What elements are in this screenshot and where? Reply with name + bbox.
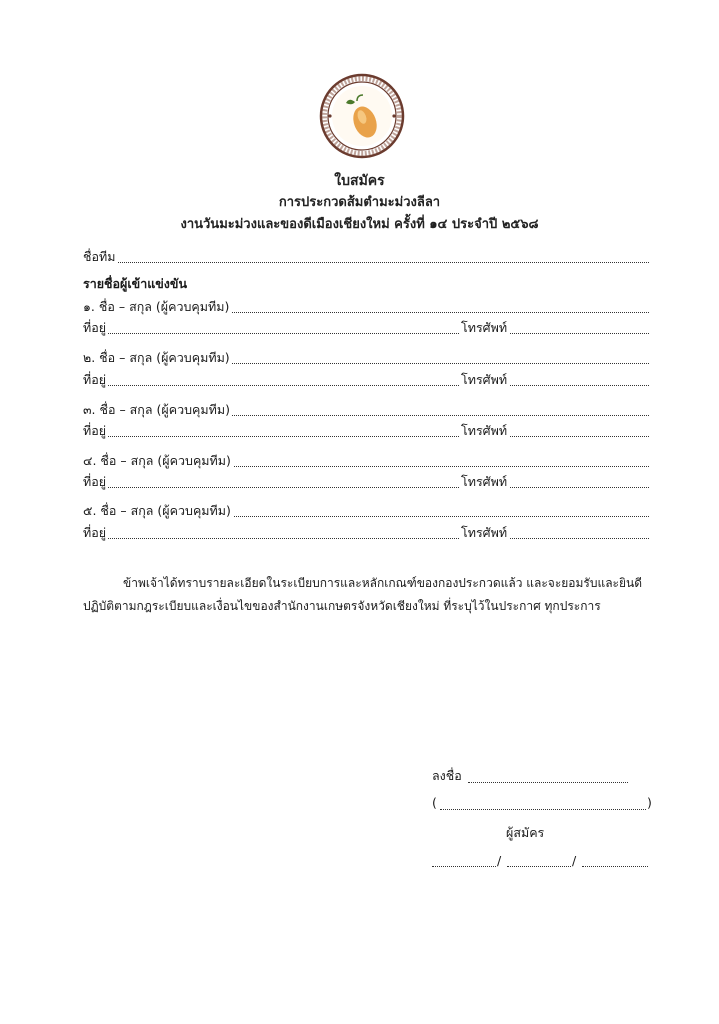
dotted-line [223,312,649,313]
dotted-line [107,487,649,488]
printed-name-line[interactable] [440,809,646,810]
signature-line[interactable] [468,782,628,783]
participant-5-name-field[interactable] [83,501,649,521]
event-logo [319,73,405,159]
participant-2-address-label: ที่อยู่ [83,370,108,390]
participant-1-name-field[interactable] [83,297,649,317]
team-name-label: ชื่อทีม [83,247,117,267]
applicant-role-label: ผู้สมัคร [506,825,545,840]
form-title: ใบสมัคร [334,173,385,189]
date-separator: / [572,853,577,868]
participant-3-address-field[interactable] [83,421,649,441]
participant-3-phone-label: โทรศัพท์ [459,421,509,441]
participant-5-phone-label: โทรศัพท์ [459,523,509,543]
participant-5-address-field[interactable] [83,523,649,543]
participant-3-name-label: ๓. ชื่อ – สกุล (ผู้ควบคุมทีม) [83,400,232,420]
participant-2-phone-label: โทรศัพท์ [459,370,509,390]
participant-4-phone-label: โทรศัพท์ [459,472,509,492]
declaration-line-1: ข้าพเจ้าได้ทราบรายละเอียดในระเบียบการและหลักเกณฑ์ของกองประกวดแล้ว และจะยอมรับและยินดี [123,576,643,590]
participant-3-name-field[interactable] [83,400,649,420]
date-month-line[interactable] [507,866,571,867]
participant-2-address-field[interactable] [83,370,649,390]
participant-1-address-label: ที่อยู่ [83,318,108,338]
dotted-line [223,466,649,467]
mango-seal-icon [319,73,405,159]
participants-heading: รายชื่อผู้เข้าแข่งขัน [83,276,188,291]
participant-1-address-field[interactable] [83,318,649,338]
signature-label: ลงชื่อ [432,768,462,783]
participant-1-phone-label: โทรศัพท์ [459,318,509,338]
participant-4-address-field[interactable] [83,472,649,492]
signature-close-paren: ) [647,795,652,810]
date-year-line[interactable] [582,866,648,867]
dotted-line [223,516,649,517]
signature-open-paren: ( [432,795,437,810]
dotted-line [107,538,649,539]
dotted-line [107,333,649,334]
participant-1-name-label: ๑. ชื่อ – สกุล (ผู้ควบคุมทีม) [83,297,231,317]
declaration-line-2: ปฏิบัติตามกฎระเบียบและเงื่อนไขของสำนักงานเกษตรจังหวัดเชียงใหม่ ที่ระบุไว้ในประกาศ ทุกประการ [83,599,601,613]
dotted-line [107,385,649,386]
team-name-field[interactable] [83,247,649,267]
dotted-line [107,436,649,437]
date-separator: / [497,853,502,868]
participant-5-address-label: ที่อยู่ [83,523,108,543]
dotted-line [223,415,649,416]
participant-3-address-label: ที่อยู่ [83,421,108,441]
participant-5-name-label: ๕. ชื่อ – สกุล (ผู้ควบคุมทีม) [83,501,233,521]
team-name-dotted-line [113,262,649,263]
dotted-line [223,363,649,364]
event-title: งานวันมะม่วงและของดีเมืองเชียงใหม่ ครั้งที่ ๑๔ ประจำปี ๒๕๖๘ [180,217,539,232]
date-day-line[interactable] [432,866,496,867]
participant-4-address-label: ที่อยู่ [83,472,108,492]
form-subtitle: การประกวดส้มตำมะม่วงลีลา [278,195,441,210]
participant-4-name-field[interactable] [83,451,649,471]
participant-4-name-label: ๔. ชื่อ – สกุล (ผู้ควบคุมทีม) [83,451,233,471]
participant-2-name-label: ๒. ชื่อ – สกุล (ผู้ควบคุมทีม) [83,348,232,368]
participant-2-name-field[interactable] [83,348,649,368]
